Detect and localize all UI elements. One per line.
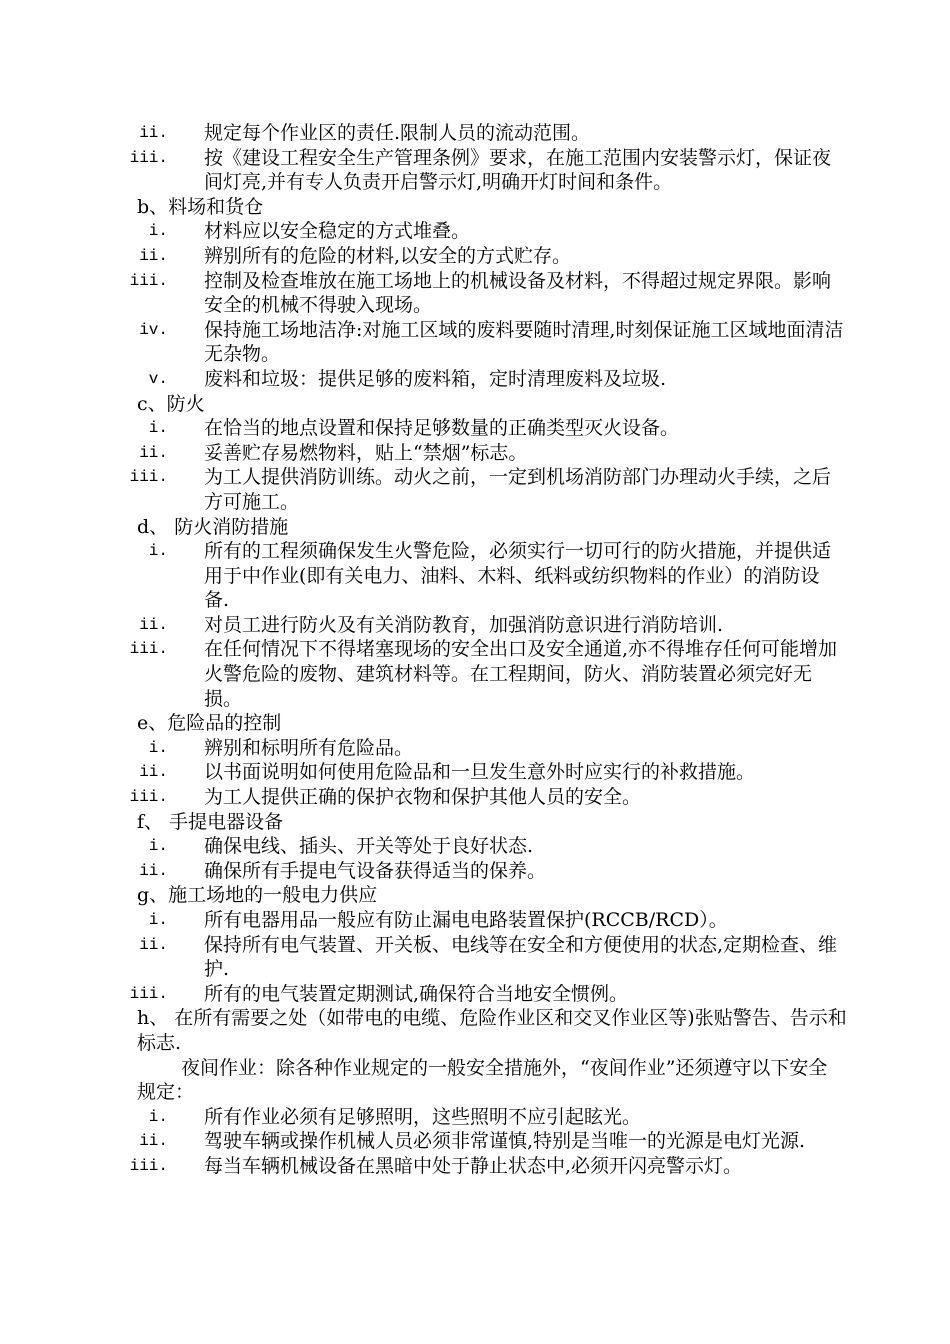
- list-item: [0, 318, 950, 367]
- list-item: [0, 416, 950, 441]
- document-body: [0, 121, 950, 1179]
- section-heading-g: g、施工场地的一般电力供应: [137, 884, 378, 907]
- list-item: [0, 834, 950, 859]
- item-text: 所有电器用品一般应有防止漏电电路装置保护(RCCB/RCD）。: [204, 909, 728, 931]
- item-number: iii.: [129, 788, 168, 807]
- item-number: i.: [148, 1107, 168, 1126]
- list-item: [0, 908, 950, 933]
- night-work-paragraph: 夜间作业：除各种作业规定的一般安全措施外，“夜间作业”还须遵守以下安全规定：: [137, 1056, 828, 1104]
- item-number: ii.: [139, 615, 168, 634]
- item-number: i.: [148, 222, 168, 241]
- item-text: 辨别所有的危险的材料,以安全的方式贮存。: [204, 244, 572, 267]
- item-text: 材料应以安全稳定的方式堆叠。: [204, 220, 471, 243]
- list-item: [0, 736, 950, 761]
- item-text: 所有的电气装置定期测试,确保符合当地安全惯例。: [204, 982, 629, 1005]
- item-text: 确保所有手提电气设备获得适当的保养。: [204, 859, 547, 882]
- item-number: ii.: [139, 1132, 168, 1151]
- list-item: [0, 1154, 950, 1179]
- item-number: i.: [148, 542, 168, 561]
- item-number: v.: [148, 369, 168, 388]
- item-number: i.: [148, 911, 168, 929]
- section-heading-b: b、料场和货仓: [137, 195, 264, 218]
- list-item: [0, 1129, 950, 1154]
- list-item: [0, 367, 950, 392]
- list-item: [0, 933, 950, 982]
- item-number: iii.: [129, 468, 168, 487]
- item-number: ii.: [139, 124, 168, 142]
- list-item: [0, 539, 950, 613]
- item-number: iii.: [129, 984, 168, 1003]
- item-number: ii.: [139, 935, 168, 954]
- list-item: [0, 1105, 950, 1130]
- list-item: [0, 637, 950, 711]
- item-text: 按《建设工程安全生产管理条例》要求，在施工范围内安装警示灯，保证夜间灯亮,并有专人负责开启警示灯,明确开灯时间和条件。: [204, 146, 832, 194]
- item-text: 每当车辆机械设备在黑暗中处于静止状态中,必须开闪亮警示灯。: [204, 1154, 743, 1177]
- item-number: iii.: [129, 1156, 168, 1175]
- item-text: 规定每个作业区的责任.限制人员的流动范围。: [204, 122, 591, 144]
- item-text: 在任何情况下不得堵塞现场的安全出口及安全通道,亦不得堆存任何可能增加火警危险的废物、建筑材料等。在工程期间，防火、消防装置必须完好无损。: [204, 638, 838, 710]
- item-text: 控制及检查堆放在施工场地上的机械设备及材料，不得超过规定界限。影响安全的机械不得驶入现场。: [204, 269, 832, 317]
- list-item: [0, 613, 950, 638]
- list-item: [0, 441, 950, 466]
- item-text: 保持所有电气装置、开关板、电线等在安全和方便使用的状态,定期检查、维护.: [204, 933, 838, 981]
- item-number: iii.: [129, 271, 168, 290]
- item-number: i.: [148, 837, 168, 856]
- item-text: 对员工进行防火及有关消防教育，加强消防意识进行消防培训.: [204, 613, 724, 636]
- section-heading-h: h、 在所有需要之处（如带电的电缆、危险作业区和交叉作业区等)张贴警告、告示和标志.: [137, 1007, 847, 1054]
- section-heading-e: e、危险品的控制: [137, 712, 282, 735]
- item-number: i.: [148, 738, 168, 757]
- item-number: ii.: [139, 763, 168, 782]
- item-number: ii.: [139, 246, 168, 265]
- item-text: 为工人提供消防训练。动火之前，一定到机场消防部门办理动火手续，之后方可施工。: [204, 466, 832, 513]
- item-text: 所有的工程须确保发生火警危险，必须实行一切可行的防火措施，并提供适用于中作业(即有关电力、油料、木料、纸料或纺织物料的作业）的消防设备.: [204, 540, 832, 612]
- list-item: [0, 465, 950, 514]
- list-item: [0, 760, 950, 785]
- list-item: [0, 244, 950, 269]
- item-number: iii.: [129, 640, 168, 659]
- item-number: ii.: [139, 861, 168, 880]
- list-item: [0, 859, 950, 884]
- section-heading-c: c、防火: [137, 392, 205, 415]
- item-text: 驾驶车辆或操作机械人员必须非常谨慎,特别是当唯一的光源是电灯光源.: [204, 1130, 806, 1153]
- item-number: iii.: [129, 148, 168, 167]
- item-text: 所有作业必须有足够照明，这些照明不应引起眩光。: [204, 1105, 642, 1128]
- list-item: [0, 785, 950, 810]
- item-number: iv.: [139, 320, 168, 339]
- item-text: 在恰当的地点设置和保持足够数量的正确类型灭火设备。: [204, 417, 680, 440]
- section-heading-f: f、 手提电器设备: [137, 810, 284, 833]
- list-item: [0, 146, 950, 195]
- item-number: ii.: [139, 443, 168, 462]
- section-heading-d: d、 防火消防措施: [137, 515, 289, 538]
- item-text: 保持施工场地洁净:对施工区域的废料要随时清理,时刻保证施工区域地面清洁无杂物。: [204, 318, 844, 366]
- item-text: 废料和垃圾：提供足够的废料箱，定时清理废料及垃圾.: [204, 367, 667, 390]
- item-text: 以书面说明如何使用危险品和一旦发生意外时应实行的补救措施。: [204, 761, 756, 784]
- item-number: i.: [148, 419, 168, 438]
- item-text: 辨别和标明所有危险品。: [204, 736, 414, 759]
- list-item: [0, 982, 950, 1007]
- item-text: 确保电线、插头、开关等处于良好状态.: [204, 835, 534, 858]
- list-item: [0, 219, 950, 244]
- item-text: 妥善贮存易燃物料，贴上“禁烟”标志。: [204, 441, 528, 464]
- item-text: 为工人提供正确的保护衣物和保护其他人员的安全。: [204, 786, 642, 809]
- list-item: [0, 269, 950, 318]
- list-item: [0, 121, 950, 146]
